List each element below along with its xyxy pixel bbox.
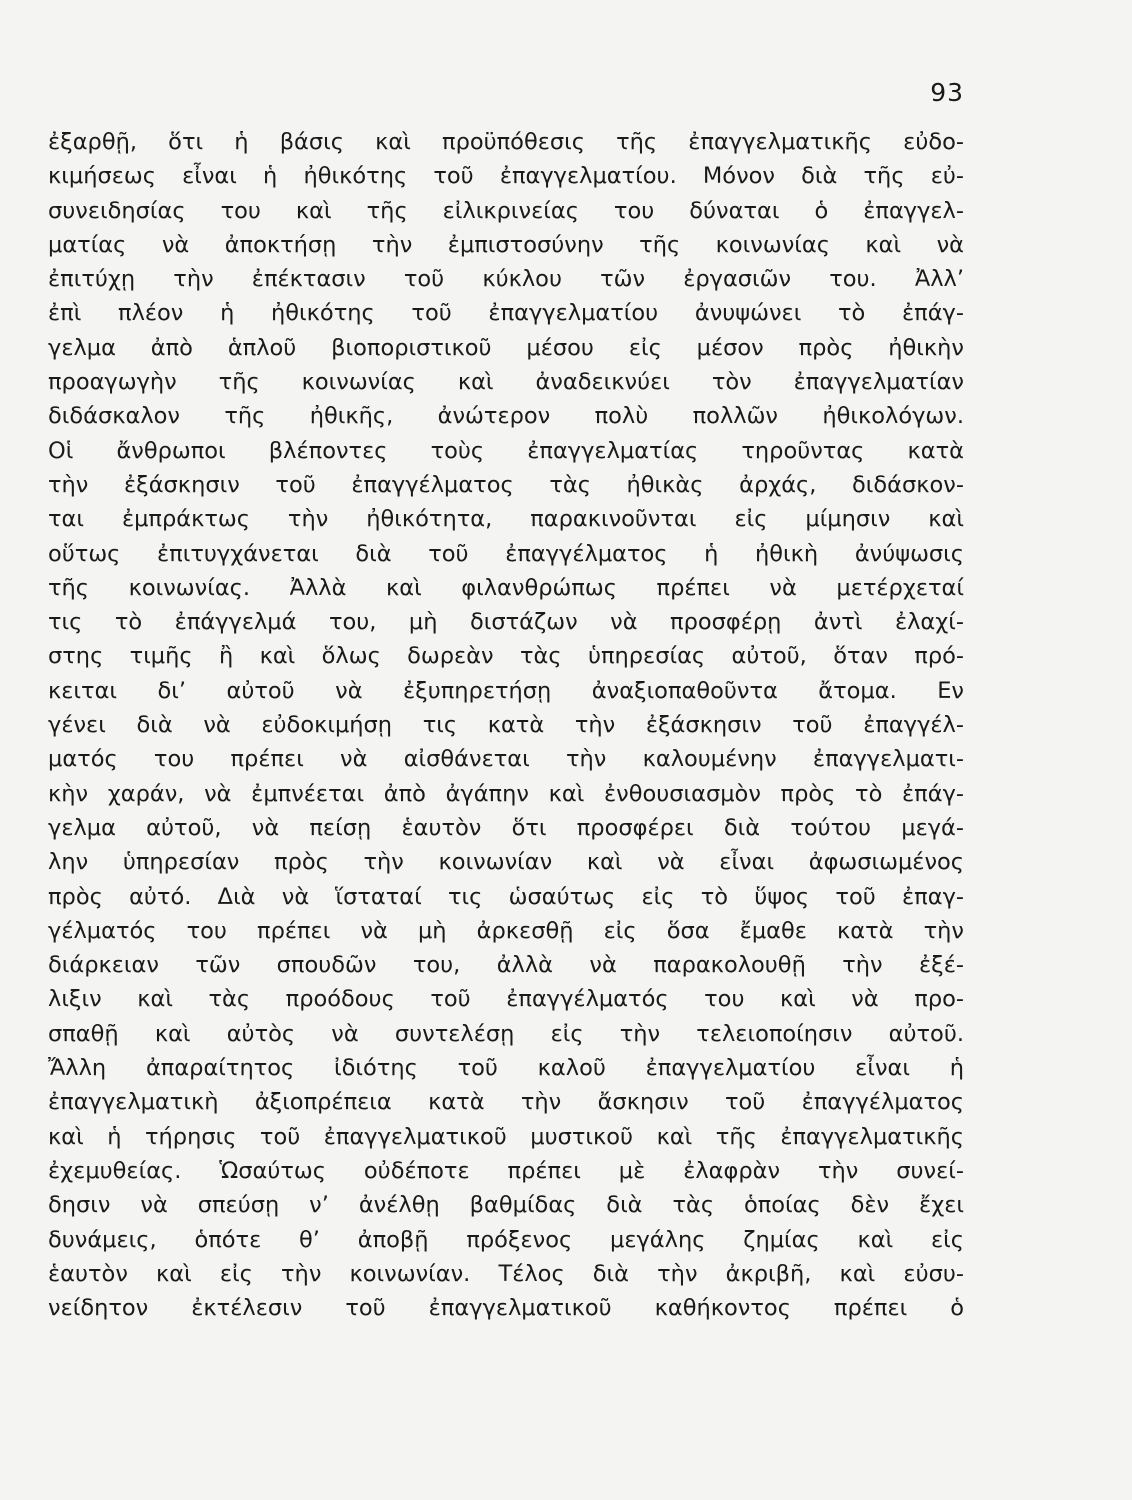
text-line: γελμα αὐτοῦ, νὰ πείσῃ ἑαυτὸν ὅτι προσφέρει διὰ τούτου μεγά- — [48, 814, 964, 841]
text-line: Οἱ ἄνθρωποι βλέποντες τοὺς ἐπαγγελματίας τηροῦντας κατὰ — [48, 437, 964, 464]
text-line: δησιν νὰ σπεύσῃ ν’ ἀνέλθῃ βαθμίδας διὰ τὰς ὁποίας δὲν ἔχει — [48, 1192, 964, 1219]
text-line: κιμήσεως εἶναι ἡ ἠθικότης τοῦ ἐπαγγελματίου. Μόνον διὰ τῆς εὐ- — [48, 163, 964, 190]
text-line: κειται δι’ αὐτοῦ νὰ ἐξυπηρετήσῃ ἀναξιοπαθοῦντα ἄτομα. Εν — [48, 677, 964, 704]
text-body — [48, 125, 964, 1325]
text-line: γελμα ἀπὸ ἁπλοῦ βιοποριστικοῦ μέσου εἰς μέσον πρὸς ἠθικὴν — [48, 334, 964, 361]
text-line: λην ὑπηρεσίαν πρὸς τὴν κοινωνίαν καὶ νὰ εἶναι ἀφωσιωμένος — [48, 849, 964, 876]
text-line: ματός του πρέπει νὰ αἰσθάνεται τὴν καλουμένην ἐπαγγελματι- — [48, 746, 964, 773]
text-line: δυνάμεις, ὁπότε θ’ ἀποβῇ πρόξενος μεγάλης ζημίας καὶ εἰς — [48, 1226, 964, 1253]
text-line: λιξιν καὶ τὰς προόδους τοῦ ἐπαγγέλματός του καὶ νὰ προ- — [48, 986, 964, 1013]
page-number: 93 — [930, 78, 964, 107]
text-line: γένει διὰ νὰ εὐδοκιμήσῃ τις κατὰ τὴν ἐξάσκησιν τοῦ ἐπαγγέλ- — [48, 712, 964, 739]
text-line: νείδητον ἐκτέλεσιν τοῦ ἐπαγγελματικοῦ καθήκοντος πρέπει ὁ — [48, 1295, 964, 1322]
text-line: σπαθῇ καὶ αὐτὸς νὰ συντελέσῃ εἰς τὴν τελειοποίησιν αὐτοῦ. — [48, 1020, 964, 1047]
text-line: διάρκειαν τῶν σπουδῶν του, ἀλλὰ νὰ παρακολουθῇ τὴν ἐξέ- — [48, 952, 964, 979]
text-line: τῆς κοινωνίας. Ἀλλὰ καὶ φιλανθρώπως πρέπει νὰ μετέρχεταί — [48, 574, 964, 601]
text-line: ἐπὶ πλέον ἡ ἠθικότης τοῦ ἐπαγγελματίου ἀνυψώνει τὸ ἐπάγ- — [48, 300, 964, 327]
text-line: συνειδησίας του καὶ τῆς εἰλικρινείας του δύναται ὁ ἐπαγγελ- — [48, 197, 964, 224]
text-line: ἐπαγγελματικὴ ἀξιοπρέπεια κατὰ τὴν ἄσκησιν τοῦ ἐπαγγέλματος — [48, 1089, 964, 1116]
text-line: γέλματός του πρέπει νὰ μὴ ἀρκεσθῇ εἰς ὅσα ἔμαθε κατὰ τὴν — [48, 917, 964, 944]
text-line: στης τιμῆς ἢ καὶ ὅλως δωρεὰν τὰς ὑπηρεσίας αὐτοῦ, ὅταν πρό- — [48, 643, 964, 670]
text-line: Ἄλλη ἀπαραίτητος ἰδιότης τοῦ καλοῦ ἐπαγγελματίου εἶναι ἡ — [48, 1055, 964, 1082]
text-line: πρὸς αὐτό. Διὰ νὰ ἵσταταί τις ὡσαύτως εἰς τὸ ὕψος τοῦ ἐπαγ- — [48, 883, 964, 910]
text-line: οὕτως ἐπιτυγχάνεται διὰ τοῦ ἐπαγγέλματος ἡ ἠθικὴ ἀνύψωσις — [48, 540, 964, 567]
text-line: καὶ ἡ τήρησις τοῦ ἐπαγγελματικοῦ μυστικοῦ καὶ τῆς ἐπαγγελματικῆς — [48, 1123, 964, 1150]
text-line: κὴν χαράν, νὰ ἐμπνέεται ἀπὸ ἀγάπην καὶ ἐνθουσιασμὸν πρὸς τὸ ἐπάγ- — [48, 780, 964, 807]
text-line: ἑαυτὸν καὶ εἰς τὴν κοινωνίαν. Τέλος διὰ τὴν ἀκριβῆ, καὶ εὐσυ- — [48, 1260, 964, 1287]
text-line: ματίας νὰ ἀποκτήσῃ τὴν ἐμπιστοσύνην τῆς κοινωνίας καὶ νὰ — [48, 231, 964, 258]
text-line: τὴν ἐξάσκησιν τοῦ ἐπαγγέλματος τὰς ἠθικὰς ἀρχάς, διδάσκον- — [48, 471, 964, 498]
text-line: τις τὸ ἐπάγγελμά του, μὴ διστάζων νὰ προσφέρῃ ἀντὶ ἐλαχί- — [48, 609, 964, 636]
text-line: ἐξαρθῇ, ὅτι ἡ βάσις καὶ προϋπόθεσις τῆς ἐπαγγελματικῆς εὐδο- — [48, 129, 964, 155]
text-line: διδάσκαλον τῆς ἠθικῆς, ἀνώτερον πολὺ πολλῶν ἠθικολόγων. — [48, 403, 964, 430]
text-line: ἐπιτύχῃ τὴν ἐπέκτασιν τοῦ κύκλου τῶν ἐργασιῶν του. Ἀλλ’ — [48, 266, 964, 293]
text-line: ται ἐμπράκτως τὴν ἠθικότητα, παρακινοῦνται εἰς μίμησιν καὶ — [48, 506, 964, 533]
text-line: προαγωγὴν τῆς κοινωνίας καὶ ἀναδεικνύει τὸν ἐπαγγελματίαν — [48, 369, 964, 396]
text-line: ἐχεμυθείας. Ὡσαύτως οὐδέποτε πρέπει μὲ ἐλαφρὰν τὴν συνεί- — [48, 1157, 964, 1184]
